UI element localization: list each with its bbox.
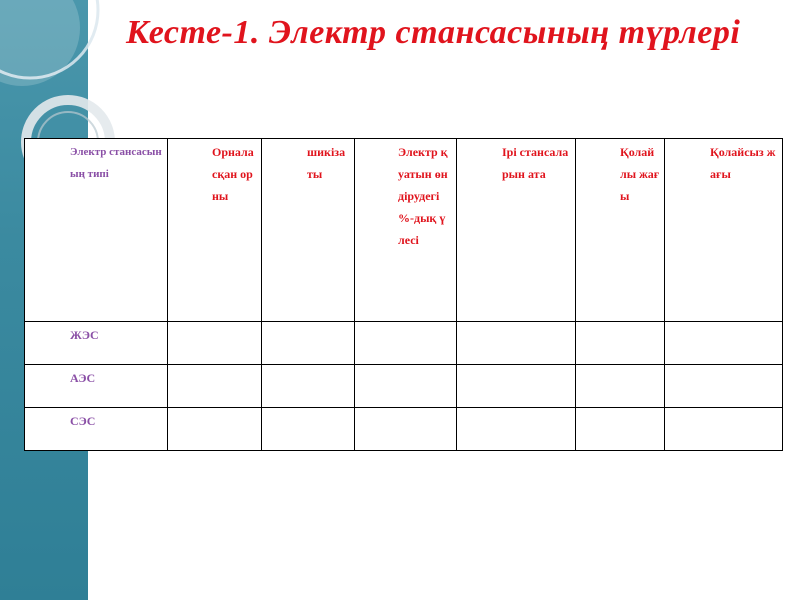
header-location: Орналасқан орны xyxy=(168,139,262,322)
row-label-nuclear: АЭС xyxy=(25,365,168,408)
table-cell xyxy=(457,322,576,365)
table-cell xyxy=(665,365,783,408)
table-header-row xyxy=(25,139,783,322)
header-disadvantages: Қолайсыз жағы xyxy=(665,139,783,322)
table-cell xyxy=(355,322,457,365)
header-power-share: Электр қуатын өндірудегі %-дық үлесі xyxy=(355,139,457,322)
table-cell xyxy=(168,408,262,451)
table-cell xyxy=(576,365,665,408)
table-cell xyxy=(262,322,355,365)
header-advantages: Қолайлы жағы xyxy=(576,139,665,322)
table-cell xyxy=(355,408,457,451)
table-cell xyxy=(665,322,783,365)
table-cell xyxy=(355,365,457,408)
header-station-type: Электр стансасының типі xyxy=(25,139,168,322)
table-cell xyxy=(168,322,262,365)
table-row xyxy=(25,322,783,365)
table-cell xyxy=(262,408,355,451)
table-cell xyxy=(576,322,665,365)
table-row xyxy=(25,365,783,408)
header-raw-material: шикізаты xyxy=(262,139,355,322)
row-label-hydro: СЭС xyxy=(25,408,168,451)
header-major-stations: Ірі стансаларын ата xyxy=(457,139,576,322)
power-station-table xyxy=(24,138,783,451)
table-cell xyxy=(168,365,262,408)
table-row xyxy=(25,408,783,451)
table-cell xyxy=(457,408,576,451)
ring-glow xyxy=(0,0,80,86)
table-cell xyxy=(262,365,355,408)
table-cell xyxy=(576,408,665,451)
table-cell xyxy=(457,365,576,408)
page-title: Кесте-1. Электр стансасының түрлері xyxy=(126,14,741,51)
row-label-thermal: ЖЭС xyxy=(25,322,168,365)
table-cell xyxy=(665,408,783,451)
